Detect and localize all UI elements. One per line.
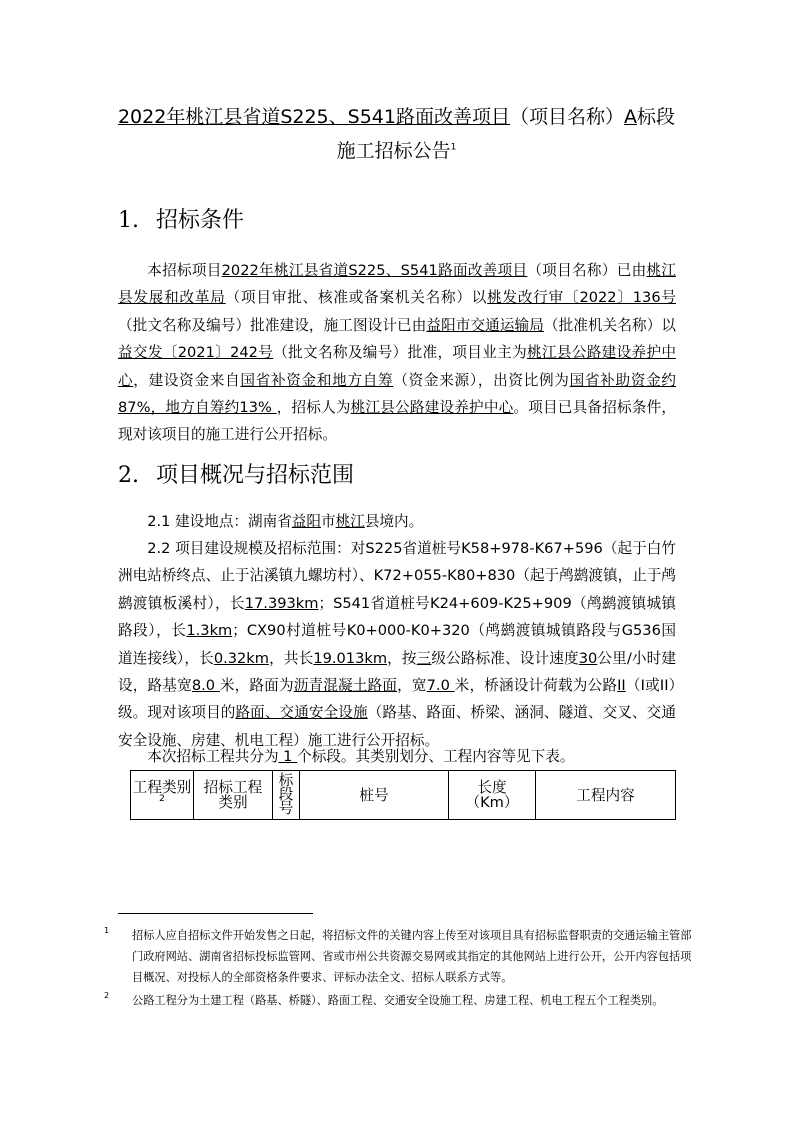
footnote-ref: 1	[450, 142, 457, 153]
table-header-cell	[449, 771, 536, 820]
text: （项目名称）已由	[527, 262, 647, 279]
text: （批准机关名称）以	[543, 316, 676, 334]
text: 个标段。其类别划分、工程内容等见下表。	[297, 748, 575, 765]
text: （批文名称及编号）批准，项目业主为	[273, 344, 528, 362]
filled-field: 国省补资金和地方自筹	[240, 371, 394, 389]
text: 米，路面为	[219, 677, 294, 695]
text: ，宽	[397, 677, 427, 695]
section-title: 项目概况与招标范围	[156, 463, 355, 488]
text: （路基、路面、桥梁、涵洞、隧道、交叉、交通安全设施、房建、机电工程）施工进行公开招标。	[118, 704, 676, 749]
filled-field: 30	[578, 649, 598, 667]
text: 级公路标准、设计速度	[431, 649, 579, 667]
filled-field: 0.32km	[213, 649, 269, 667]
filled-field: 7.0	[426, 677, 455, 695]
text: 。项目已具备招标条件，现对该项目的施工进行公开招标。	[118, 399, 676, 444]
footnote-2	[104, 990, 692, 1011]
filled-field: 沥青混凝土路面	[293, 677, 398, 695]
footnote-ref: 2	[159, 794, 165, 805]
bid-section-table	[130, 770, 676, 820]
document-title	[110, 100, 683, 168]
section2-3-paragraph	[118, 745, 676, 769]
text: 公里/小时建设，路基宽	[118, 649, 676, 695]
filled-field: 益交发〔2021〕242号	[118, 344, 274, 362]
filled-field: 桃江县发展和改革局	[118, 262, 676, 307]
footnote-divider	[118, 913, 313, 914]
text: （批文名称及编号）批准建设，施工图设计已由	[118, 316, 427, 334]
filled-field: 益阳	[291, 513, 321, 530]
table-header-row	[131, 771, 676, 820]
section-title: 招标条件	[156, 208, 245, 233]
section2-1-paragraph	[118, 508, 676, 535]
filled-field: 三	[416, 649, 432, 667]
header-label: 桩号	[359, 786, 389, 804]
header-label: 工程内容	[576, 786, 635, 804]
text: 市	[321, 513, 336, 530]
filled-field: 8.0	[191, 677, 220, 695]
title-section-letter: A	[624, 106, 637, 128]
footnote-mark: 2	[104, 991, 110, 1000]
filled-field: 19.013km	[313, 649, 388, 667]
filled-field: 1.3km	[186, 622, 233, 640]
header-label: 工程类别	[132, 779, 192, 796]
footnote-1	[104, 925, 692, 988]
filled-field: 桃江县公路建设养护中心	[350, 399, 514, 417]
text: （项目审批、核准或备案机关名称）以	[225, 289, 488, 307]
filled-field: II	[617, 677, 626, 695]
table-header-cell	[536, 771, 676, 820]
section-number: 1.	[118, 208, 139, 233]
section-number: 2.	[118, 463, 139, 488]
text: ；S541省道桩号K24+609-K25+909（鸬鹚渡镇城镇路段），长	[118, 594, 676, 640]
footnote-mark: 1	[104, 926, 110, 935]
text: （资金来源），出资比例为	[393, 371, 570, 389]
text: ，招标人为	[276, 399, 351, 417]
table-header-cell	[194, 771, 273, 820]
header-label: 招标工程类别	[203, 779, 263, 811]
text: 本次招标工程共分为	[147, 748, 279, 765]
filled-field: 国省补助资金约87%，地方自筹约13%	[118, 371, 676, 417]
text: 2.1 建设地点：湖南省	[147, 513, 292, 530]
footnote-text: 公路工程分为土建工程（路基、桥隧）、路面工程、交通安全设施工程、房建工程、机电工程五个工程类别。	[132, 994, 664, 1007]
filled-field: 桃发改行审〔2022〕136号	[487, 289, 676, 307]
filled-field: 桃江	[335, 513, 365, 530]
filled-field: 益阳市交通运输局	[426, 316, 544, 334]
title-project-name: 2022年桃江县省道S225、S541路面改善项目	[117, 106, 510, 128]
text: 县境内。	[364, 513, 424, 530]
filled-field: 路面、交通安全设施	[235, 704, 368, 722]
text: 2.2 项目建设规模及招标范围：对S225省道桩号K58+978-K67+596（起于白竹洲电站桥终点、止于沾溪镇九螺坊村）、K72+055-K80+830（起于鸬鹚渡镇，止于鸬鹚渡镇板溪村），长	[118, 540, 676, 612]
filled-field: 1	[278, 748, 298, 765]
filled-field: 17.393km	[244, 594, 319, 612]
text: ；CX90村道桩号K0+000-K0+320（鸬鹚渡镇城镇路段与G536国道连接线），长	[118, 622, 676, 667]
text: ，建设资金来自	[133, 371, 241, 389]
section-heading	[118, 203, 244, 234]
table-header-cell	[300, 771, 449, 820]
title-text: 标段施工招标公告	[336, 106, 676, 162]
text: ，按	[387, 649, 417, 667]
title-text: （项目名称）	[509, 106, 624, 128]
table-header-cell	[273, 771, 300, 820]
header-label: 标段号	[278, 772, 294, 817]
section1-paragraph	[118, 257, 676, 449]
text: 米，桥涵设计荷载为公路	[454, 677, 618, 695]
filled-field: 桃江县公路建设养护中心	[118, 344, 676, 389]
text: ，共长	[268, 649, 314, 667]
footnote-text: 招标人应自招标文件开始发售之日起，将招标文件的关键内容上传至对该项目具有招标监督职责的交通运输主管部门政府网站、湖南省招标投标监管网、省或市州公共资源交易网或其指定的其他网站上进行公开，公开内容包括项目概况、对投标人的全部资格条件要求、评标办法全文、招标人联系方式等。	[132, 929, 692, 984]
header-label: 长度（Km）	[465, 779, 519, 811]
section2-2-paragraph	[118, 535, 676, 754]
filled-field: 2022年桃江县省道S225、S541路面改善项目	[221, 262, 528, 279]
text: 本招标项目	[147, 262, 222, 279]
table-header-cell	[131, 771, 194, 820]
section-heading	[118, 458, 354, 489]
text: （I或II）级。现对该项目的	[118, 677, 676, 722]
